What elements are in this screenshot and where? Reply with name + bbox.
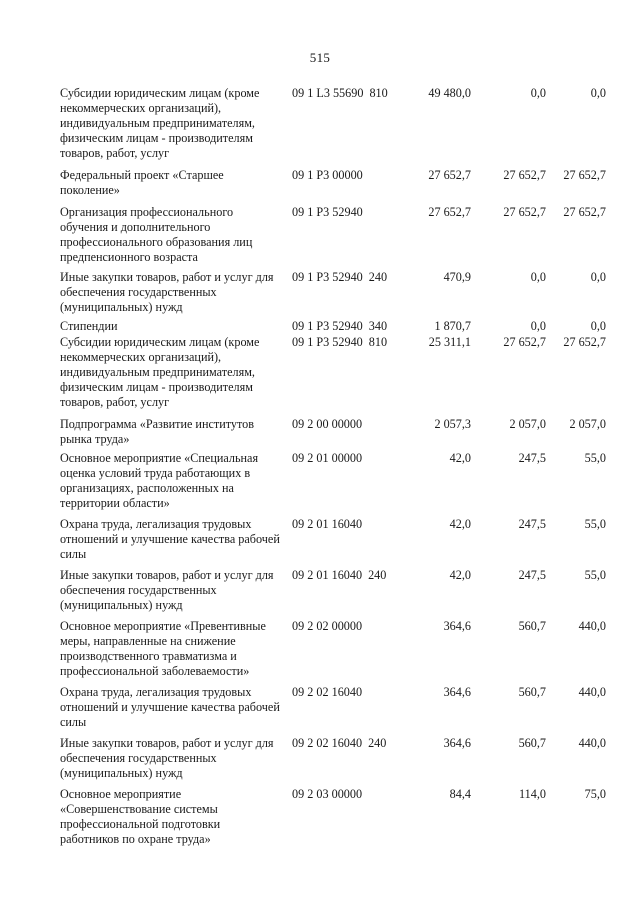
amount-year-2: 0,0 [530, 86, 546, 100]
expense-type-code: 240 [368, 270, 388, 284]
amount-year-3: 0,0 [590, 319, 606, 333]
classification-code [286, 685, 401, 700]
amount-year-1: 470,9 [443, 270, 471, 284]
table-row [60, 86, 620, 161]
table-row [60, 619, 620, 679]
target-code: 09 1 L3 55690 [292, 86, 364, 100]
item-name: Основное мероприятие «Совершенствование системы профессиональной подготовки работников по охране труда» [60, 787, 221, 846]
table-row [60, 319, 620, 334]
amount-year-1: 42,0 [449, 568, 471, 582]
amount-year-3: 0,0 [590, 270, 606, 284]
target-code: 09 2 02 00000 [292, 619, 363, 633]
target-code: 09 1 P3 52940 [292, 335, 363, 349]
target-code: 09 1 P3 52940 [292, 319, 363, 333]
target-code: 09 2 01 00000 [292, 451, 363, 465]
classification-code [286, 787, 401, 802]
amount-year-2: 560,7 [518, 736, 546, 750]
amount-year-1: 49 480,0 [428, 86, 471, 100]
amount-year-1: 42,0 [449, 517, 471, 531]
amount-year-1: 364,6 [443, 685, 471, 699]
item-name: Иные закупки товаров, работ и услуг для обеспечения государственных (муниципальных) нужд [60, 270, 274, 314]
classification-code [286, 270, 401, 285]
classification-code [286, 168, 401, 183]
target-code: 09 2 02 16040 [292, 685, 363, 699]
budget-table [60, 86, 620, 847]
item-name: Субсидии юридическим лицам (кроме некоммерческих организаций), индивидуальным предпринимателям, физическим лицам - производителям товаров, работ, услуг [60, 86, 260, 160]
amount-year-1: 42,0 [449, 451, 471, 465]
table-row [60, 417, 620, 447]
item-name: Подпрограмма «Развитие институтов рынка труда» [60, 417, 255, 446]
amount-year-1: 84,4 [449, 787, 471, 801]
table-row [60, 685, 620, 730]
classification-code [286, 619, 401, 634]
item-name: Охрана труда, легализация трудовых отношений и улучшение качества рабочей силы [60, 685, 280, 729]
table-row [60, 451, 620, 511]
target-code: 09 2 02 16040 [292, 736, 363, 750]
amount-year-1: 2 057,3 [434, 417, 471, 431]
target-code: 09 2 03 00000 [292, 787, 363, 801]
item-name: Федеральный проект «Старшее поколение» [60, 168, 224, 197]
classification-code [286, 205, 401, 220]
expense-type-code: 810 [368, 335, 388, 349]
page-number: 515 [309, 50, 331, 65]
classification-code [286, 451, 401, 466]
item-name: Иные закупки товаров, работ и услуг для обеспечения государственных (муниципальных) нужд [60, 568, 274, 612]
item-name: Организация профессионального обучения и дополнительного профессионального образования лиц предпенсионного возраста [60, 205, 253, 264]
classification-code [286, 417, 401, 432]
expense-type-code: 810 [369, 86, 388, 100]
amount-year-1: 1 870,7 [434, 319, 471, 333]
table-row [60, 568, 620, 613]
amount-year-1: 25 311,1 [428, 335, 471, 349]
amount-year-3: 440,0 [578, 685, 606, 699]
table-row [60, 168, 620, 198]
target-code: 09 1 P3 52940 [292, 270, 363, 284]
amount-year-3: 2 057,0 [569, 417, 606, 431]
table-row [60, 787, 620, 847]
amount-year-2: 560,7 [518, 619, 546, 633]
item-name: Основное мероприятие «Специальная оценка условий труда работающих в организациях, расположенных на территории области» [60, 451, 259, 510]
item-name: Охрана труда, легализация трудовых отношений и улучшение качества рабочей силы [60, 517, 280, 561]
amount-year-1: 364,6 [443, 736, 471, 750]
amount-year-2: 114,0 [519, 787, 546, 801]
table-row [60, 270, 620, 315]
amount-year-2: 0,0 [530, 319, 546, 333]
amount-year-2: 0,0 [530, 270, 546, 284]
amount-year-3: 55,0 [584, 568, 606, 582]
classification-code [286, 736, 401, 751]
amount-year-3: 440,0 [578, 619, 606, 633]
table-row [60, 517, 620, 562]
target-code: 09 2 01 16040 [292, 517, 363, 531]
amount-year-3: 27 652,7 [563, 168, 606, 182]
table-row [60, 205, 620, 265]
amount-year-2: 247,5 [518, 568, 546, 582]
amount-year-1: 364,6 [443, 619, 471, 633]
amount-year-3: 55,0 [584, 451, 606, 465]
item-name: Иные закупки товаров, работ и услуг для обеспечения государственных (муниципальных) нужд [60, 736, 274, 780]
classification-code [286, 86, 401, 101]
classification-code [286, 568, 401, 583]
target-code: 09 1 P3 00000 [292, 168, 363, 182]
amount-year-3: 0,0 [590, 86, 606, 100]
item-name: Субсидии юридическим лицам (кроме некоммерческих организаций), индивидуальным предпринимателям, физическим лицам - производителям товаров, работ, услуг [60, 335, 260, 409]
amount-year-2: 27 652,7 [503, 205, 546, 219]
amount-year-3: 55,0 [584, 517, 606, 531]
amount-year-3: 75,0 [584, 787, 606, 801]
amount-year-2: 27 652,7 [503, 168, 546, 182]
target-code: 09 2 01 16040 [292, 568, 363, 582]
classification-code [286, 335, 401, 350]
amount-year-3: 27 652,7 [563, 205, 606, 219]
expense-type-code: 240 [368, 736, 387, 750]
amount-year-2: 560,7 [518, 685, 546, 699]
amount-year-2: 247,5 [518, 451, 546, 465]
amount-year-2: 27 652,7 [503, 335, 546, 349]
table-row [60, 335, 620, 410]
item-name: Основное мероприятие «Превентивные меры, направленные на снижение производственного травматизма и профессиональной заболеваемости» [60, 619, 266, 678]
amount-year-3: 27 652,7 [563, 335, 606, 349]
amount-year-1: 27 652,7 [428, 168, 471, 182]
target-code: 09 2 00 00000 [292, 417, 363, 431]
expense-type-code: 240 [368, 568, 387, 582]
classification-code [286, 319, 401, 334]
amount-year-2: 2 057,0 [509, 417, 546, 431]
amount-year-2: 247,5 [518, 517, 546, 531]
classification-code [286, 517, 401, 532]
table-row [60, 736, 620, 781]
amount-year-3: 440,0 [578, 736, 606, 750]
item-name: Стипендии [60, 319, 118, 333]
expense-type-code: 340 [368, 319, 388, 333]
target-code: 09 1 P3 52940 [292, 205, 363, 219]
amount-year-1: 27 652,7 [428, 205, 471, 219]
